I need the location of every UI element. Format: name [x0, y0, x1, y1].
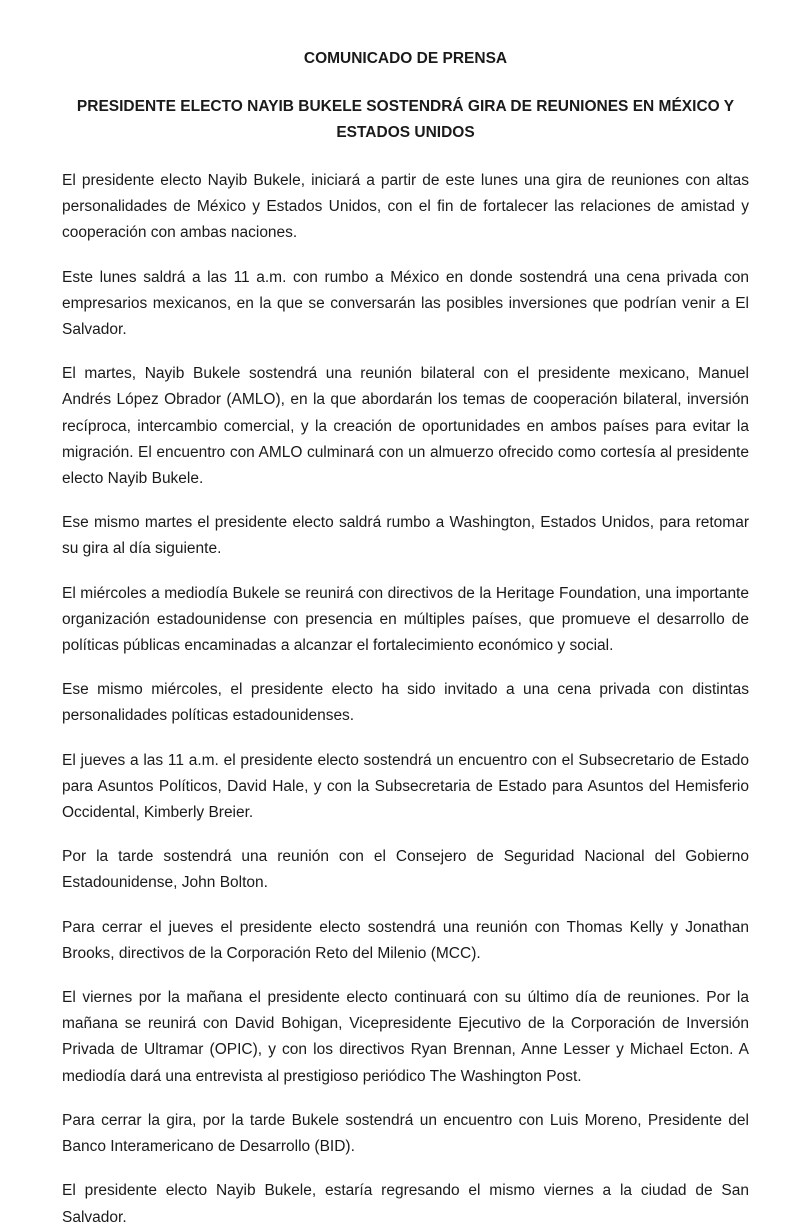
- paragraph-thursday-state-dept: El jueves a las 11 a.m. el presidente electo sostendrá un encuentro con el Subsecretario de Estado para Asuntos Políticos, David Hale, y con la Subsecretaria de Estado para Asuntos del Hemisferio Occidental, Kimberly Breier.: [62, 751, 749, 822]
- document-label: COMUNICADO DE PRENSA: [303, 50, 508, 67]
- paragraph-friday-bid: Para cerrar la gira, por la tarde Bukele sostendrá un encuentro con Luis Moreno, Presidente del Banco Interamericano de Desarrollo (BID).: [62, 1111, 749, 1156]
- paragraph-tour-intro: El presidente electo Nayib Bukele, iniciará a partir de este lunes una gira de reuniones con altas personalidades de México y Estados Unidos, con el fin de fortalecer las relaciones de amistad y cooperación con ambas naciones.: [62, 172, 749, 242]
- paragraph-wednesday-dinner: Ese mismo miércoles, el presidente electo ha sido invitado a una cena privada con distintas personalidades políticas estadounidenses.: [62, 681, 749, 725]
- paragraph-thursday-mcc: Para cerrar el jueves el presidente electo sostendrá una reunión con Thomas Kelly y Jonathan Brooks, directivos de la Corporación Reto del Milenio (MCC).: [62, 918, 749, 962]
- paragraph-wednesday-heritage: El miércoles a mediodía Bukele se reunirá con directivos de la Heritage Foundation, una importante organización estadounidense con presencia en múltiples países, que promueve el desarrollo de políticas públicas encaminadas a alcanzar el fortalecimiento económico y social.: [62, 584, 749, 655]
- paragraph-thursday-bolton: Por la tarde sostendrá una reunión con el Consejero de Seguridad Nacional del Gobierno Estadounidense, John Bolton.: [62, 848, 749, 892]
- paragraph-tuesday-amlo: El martes, Nayib Bukele sostendrá una reunión bilateral con el presidente mexicano, Manuel Andrés López Obrador (AMLO), en la que abordarán los temas de cooperación bilateral, inversión recíproca, intercambio comercial, y la creación de oportunidades en ambos países para evitar la migración. El encuentro con AMLO culminará con un almuerzo ofrecido como cortesía al presidente electo Nayib Bukele.: [62, 365, 749, 488]
- paragraph-return: El presidente electo Nayib Bukele, estaría regresando el mismo viernes a la ciudad de San Salvador.: [62, 1182, 749, 1226]
- paragraph-friday-opic: El viernes por la mañana el presidente electo continuará con su último día de reuniones. Por la mañana se reunirá con David Bohigan, Vicepresidente Ejecutivo de la Corporación de Inversión Privada de Ultramar (OPIC), y con los directivos Ryan Brennan, Anne Lesser y Michael Ecton. A mediodía dará una entrevista al prestigioso periódico The Washington Post.: [62, 989, 749, 1085]
- document-title: PRESIDENTE ELECTO NAYIB BUKELE SOSTENDRÁ GIRA DE REUNIONES EN MÉXICO Y ESTADOS UNIDOS: [76, 98, 735, 141]
- paragraph-tuesday-washington: Ese mismo martes el presidente electo saldrá rumbo a Washington, Estados Unidos, para retomar su gira al día siguiente.: [62, 514, 749, 558]
- paragraph-monday: Este lunes saldrá a las 11 a.m. con rumbo a México en donde sostendrá una cena privada con empresarios mexicanos, en la que se conversarán las posibles inversiones que podrían venir a El Salvador.: [62, 268, 749, 339]
